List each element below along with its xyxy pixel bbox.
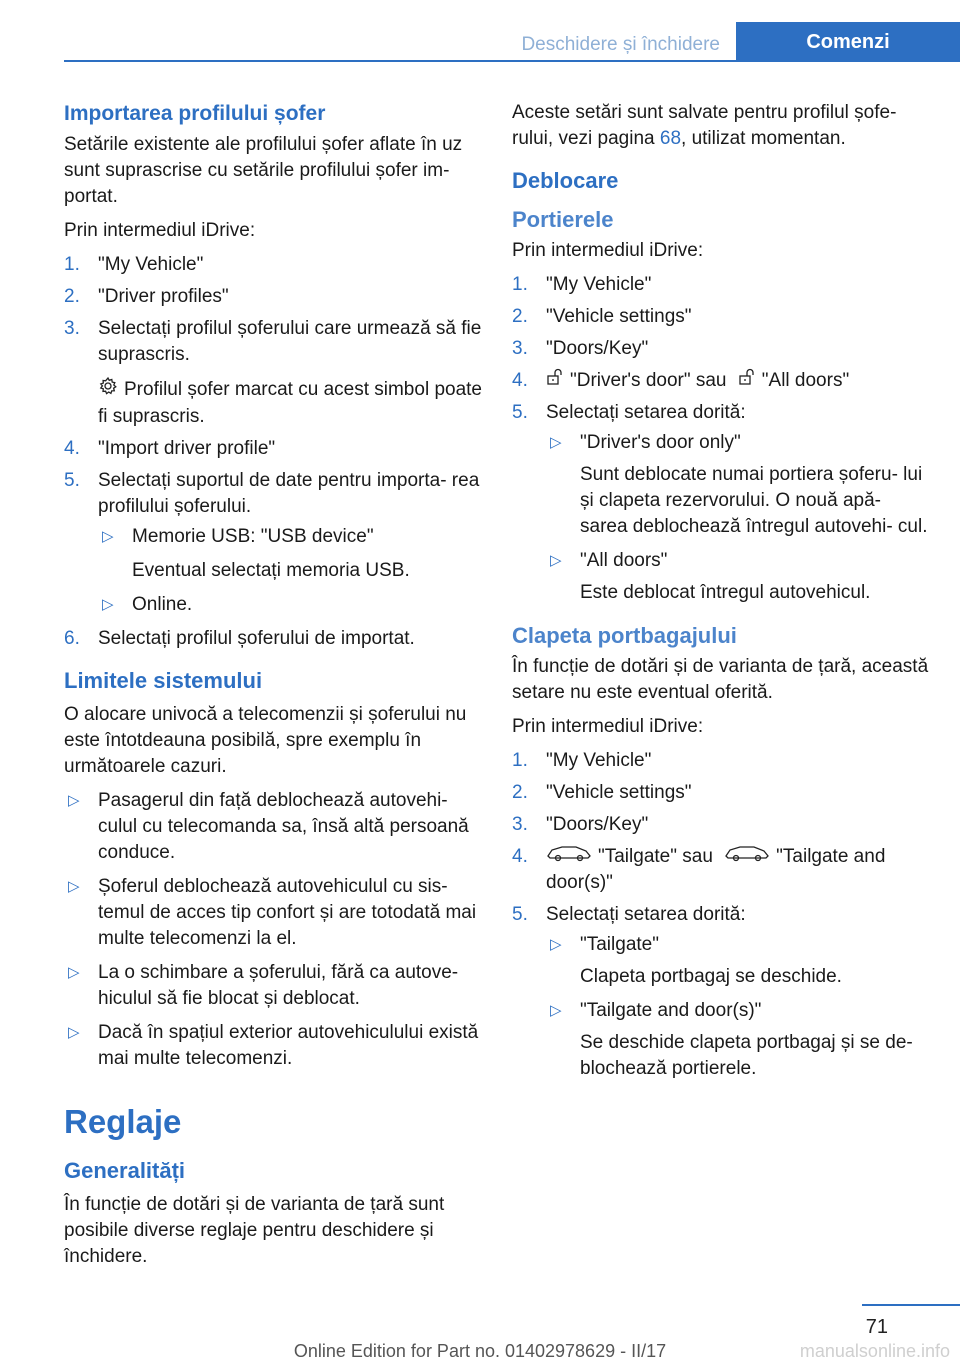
triangle-bullet-icon: ▷ [550,936,562,954]
list-item [64,252,484,278]
list-item [512,748,932,774]
step-number: 2. [512,782,528,804]
option-note: Eventual selectați memoria USB. [132,560,410,581]
step-number: 3. [64,318,80,339]
page-footer [0,1300,960,1362]
tailgate-steps [512,748,932,1082]
system-limits-heading: Limitele sistemului [64,668,263,693]
edition-text: Online Edition for Part no. 01402978629 - II/17 [293,1341,667,1361]
list-item [512,400,932,606]
doors-idrive: Prin intermediul iDrive: [512,240,704,261]
page-number: 71 [865,1316,888,1338]
step-text: "Driver profiles" [98,286,229,307]
list-item [64,284,484,310]
step-number: 2. [512,306,528,327]
list-item [512,368,932,394]
list-item [64,468,484,618]
bullet-text: Dacă în spațiul exterior autovehiculului există mai multe telecomenzi. [98,1022,479,1069]
settings-heading: Reglaje [64,1103,182,1140]
triangle-bullet-icon: ▷ [68,878,80,895]
tailgate-heading: Clapeta portbagajului [512,623,737,649]
bullet-text: Șoferul deblochează autovehiculul cu sis‐ temul de acces tip confort și are totodată mai multe telecomenzi la el. [98,876,477,949]
triangle-bullet-icon: ▷ [550,434,562,452]
list-item [64,1020,484,1072]
list-item [512,780,932,806]
list-item [64,960,484,1012]
general-text: În funcție de dotări și de varianta de țară sunt posibile diverse reglaje pentru deschidere și închidere. [64,1194,445,1267]
list-item [546,430,932,540]
step-number: 3. [512,338,528,359]
step-text: "All doors" [761,370,850,392]
header-chapter-tab: Comenzi [736,22,960,62]
option-text: Memorie USB: "USB device" [132,526,374,547]
step-text: "My Vehicle" [546,750,652,772]
option-text: "All doors" [580,550,668,572]
intro-text-b: , utilizat momentan. [681,128,846,149]
list-item [512,812,932,838]
step-note [98,376,484,430]
car-tailgate-icon [546,844,592,870]
step-text: Selectați suportul de date pentru importa‐ rea profilului șoferului. [98,470,480,517]
list-item [546,932,932,990]
step-note-text: Profilul șofer marcat cu acest simbol poate fi suprascris. [98,379,482,427]
option-note: Clapeta portbagaj se deschide. [580,966,842,988]
list-item [512,844,932,896]
step-number: 1. [512,274,528,295]
sub-options [546,430,932,606]
list-item [546,998,932,1082]
import-profile-idrive: Prin intermediul iDrive: [64,220,256,241]
step-text: "Vehicle settings" [546,306,692,327]
step-text: "Tailgate" sau [598,846,713,868]
step-number: 4. [64,438,80,459]
list-item [512,902,932,1082]
list-item [64,436,484,462]
tailgate-text: În funcție de dotări și de varianta de țară, această setare nu este eventual oferită. [512,656,929,704]
step-text: Selectați profilul șoferului care urmează să fie suprascris. [98,318,482,365]
step-text: "My Vehicle" [98,254,204,275]
system-limits-list [64,788,484,1072]
unlock-icon [738,368,756,394]
unlock-icon [546,368,564,394]
option-note: Sunt deblocate numai portiera șoferu‐ lui și clapeta rezervorului. O nouă apă‐ sarea deblochează întregul autovehi‐ cul. [580,464,928,538]
triangle-bullet-icon: ▷ [550,552,562,570]
step-number: 1. [512,750,528,772]
header-section-title: Deschidere și închidere [521,34,720,55]
step-number: 1. [64,254,80,275]
option-text: Online. [132,594,193,615]
footer-rule [862,1304,960,1306]
step-text: "Doors/Key" [546,338,649,359]
step-number: 5. [512,904,528,926]
step-text: "Driver's door" sau [570,370,727,392]
step-number: 4. [512,846,528,868]
intro-text-a: Aceste setări sunt salvate pentru profilul șofe‐ rului, vezi pagina [512,102,897,149]
step-text: "Doors/Key" [546,814,649,836]
step-number: 5. [512,402,528,424]
import-profile-heading: Importarea profilului șofer [64,102,326,125]
list-item [64,874,484,952]
list-item [98,524,484,584]
step-number: 4. [512,370,528,391]
header-rule [64,60,736,62]
left-column [64,100,484,1278]
list-item [546,548,932,606]
list-item [512,304,932,330]
option-text: "Driver's door only" [580,432,741,454]
sub-options [546,932,932,1082]
step-text: "Import driver profile" [98,438,276,459]
list-item [512,272,932,298]
system-limits-text: O alocare univocă a telecomenzii și șoferului nu este întotdeauna posibilă, spre exemplu în următoarele cazuri. [64,704,467,777]
step-number: 5. [64,470,80,491]
bullet-text: Pasagerul din față deblochează autovehi‐ culul cu telecomanda sa, însă altă persoană conduce. [98,790,469,863]
bullet-text: La o schimbare a șoferului, fără ca autove‐ hiculul să fie blocat și deblocat. [98,962,459,1009]
step-text: Selectați setarea dorită: [546,402,746,424]
option-text: "Tailgate" [580,934,659,956]
doors-steps [512,272,932,606]
step-number: 3. [512,814,528,836]
intro-text [512,100,932,152]
step-text: "Vehicle settings" [546,782,692,804]
list-item [98,592,484,618]
page-link[interactable]: 68 [659,128,682,149]
import-profile-text: Setările existente ale profilului șofer aflate în uz sunt suprascrise cu setările profilului șofer im‐ portat. [64,134,463,207]
triangle-bullet-icon: ▷ [68,792,80,809]
list-item [512,336,932,362]
doors-heading: Portierele [512,207,614,232]
general-heading: Generalități [64,1158,186,1183]
tailgate-idrive: Prin intermediul iDrive: [512,716,704,738]
option-note: Se deschide clapeta portbagaj și se de‐ blochează portierele. [580,1032,913,1080]
triangle-bullet-icon: ▷ [550,1002,562,1020]
list-item [64,316,484,430]
watermark: manualsonline.info [799,1341,950,1361]
triangle-bullet-icon: ▷ [68,1024,80,1041]
option-note: Este deblocat întregul autovehicul. [580,582,871,604]
sub-options [98,524,484,618]
list-item [64,626,484,652]
unlocking-heading: Deblocare [512,168,619,193]
triangle-bullet-icon: ▷ [102,528,114,545]
car-tailgate-icon [724,844,770,870]
gear-icon [98,376,118,404]
step-number: 6. [64,628,80,649]
page-header [0,22,960,62]
list-item [64,788,484,866]
triangle-bullet-icon: ▷ [68,964,80,981]
step-text: "My Vehicle" [546,274,652,295]
triangle-bullet-icon: ▷ [102,596,114,613]
step-number: 2. [64,286,80,307]
step-text: Selectați setarea dorită: [546,904,746,926]
step-text: "Tailgate and door(s)" [546,846,886,894]
option-text: "Tailgate and door(s)" [580,1000,762,1022]
import-steps [64,252,484,652]
right-column [512,100,932,1092]
step-text: Selectați profilul șoferului de importat. [98,628,415,649]
